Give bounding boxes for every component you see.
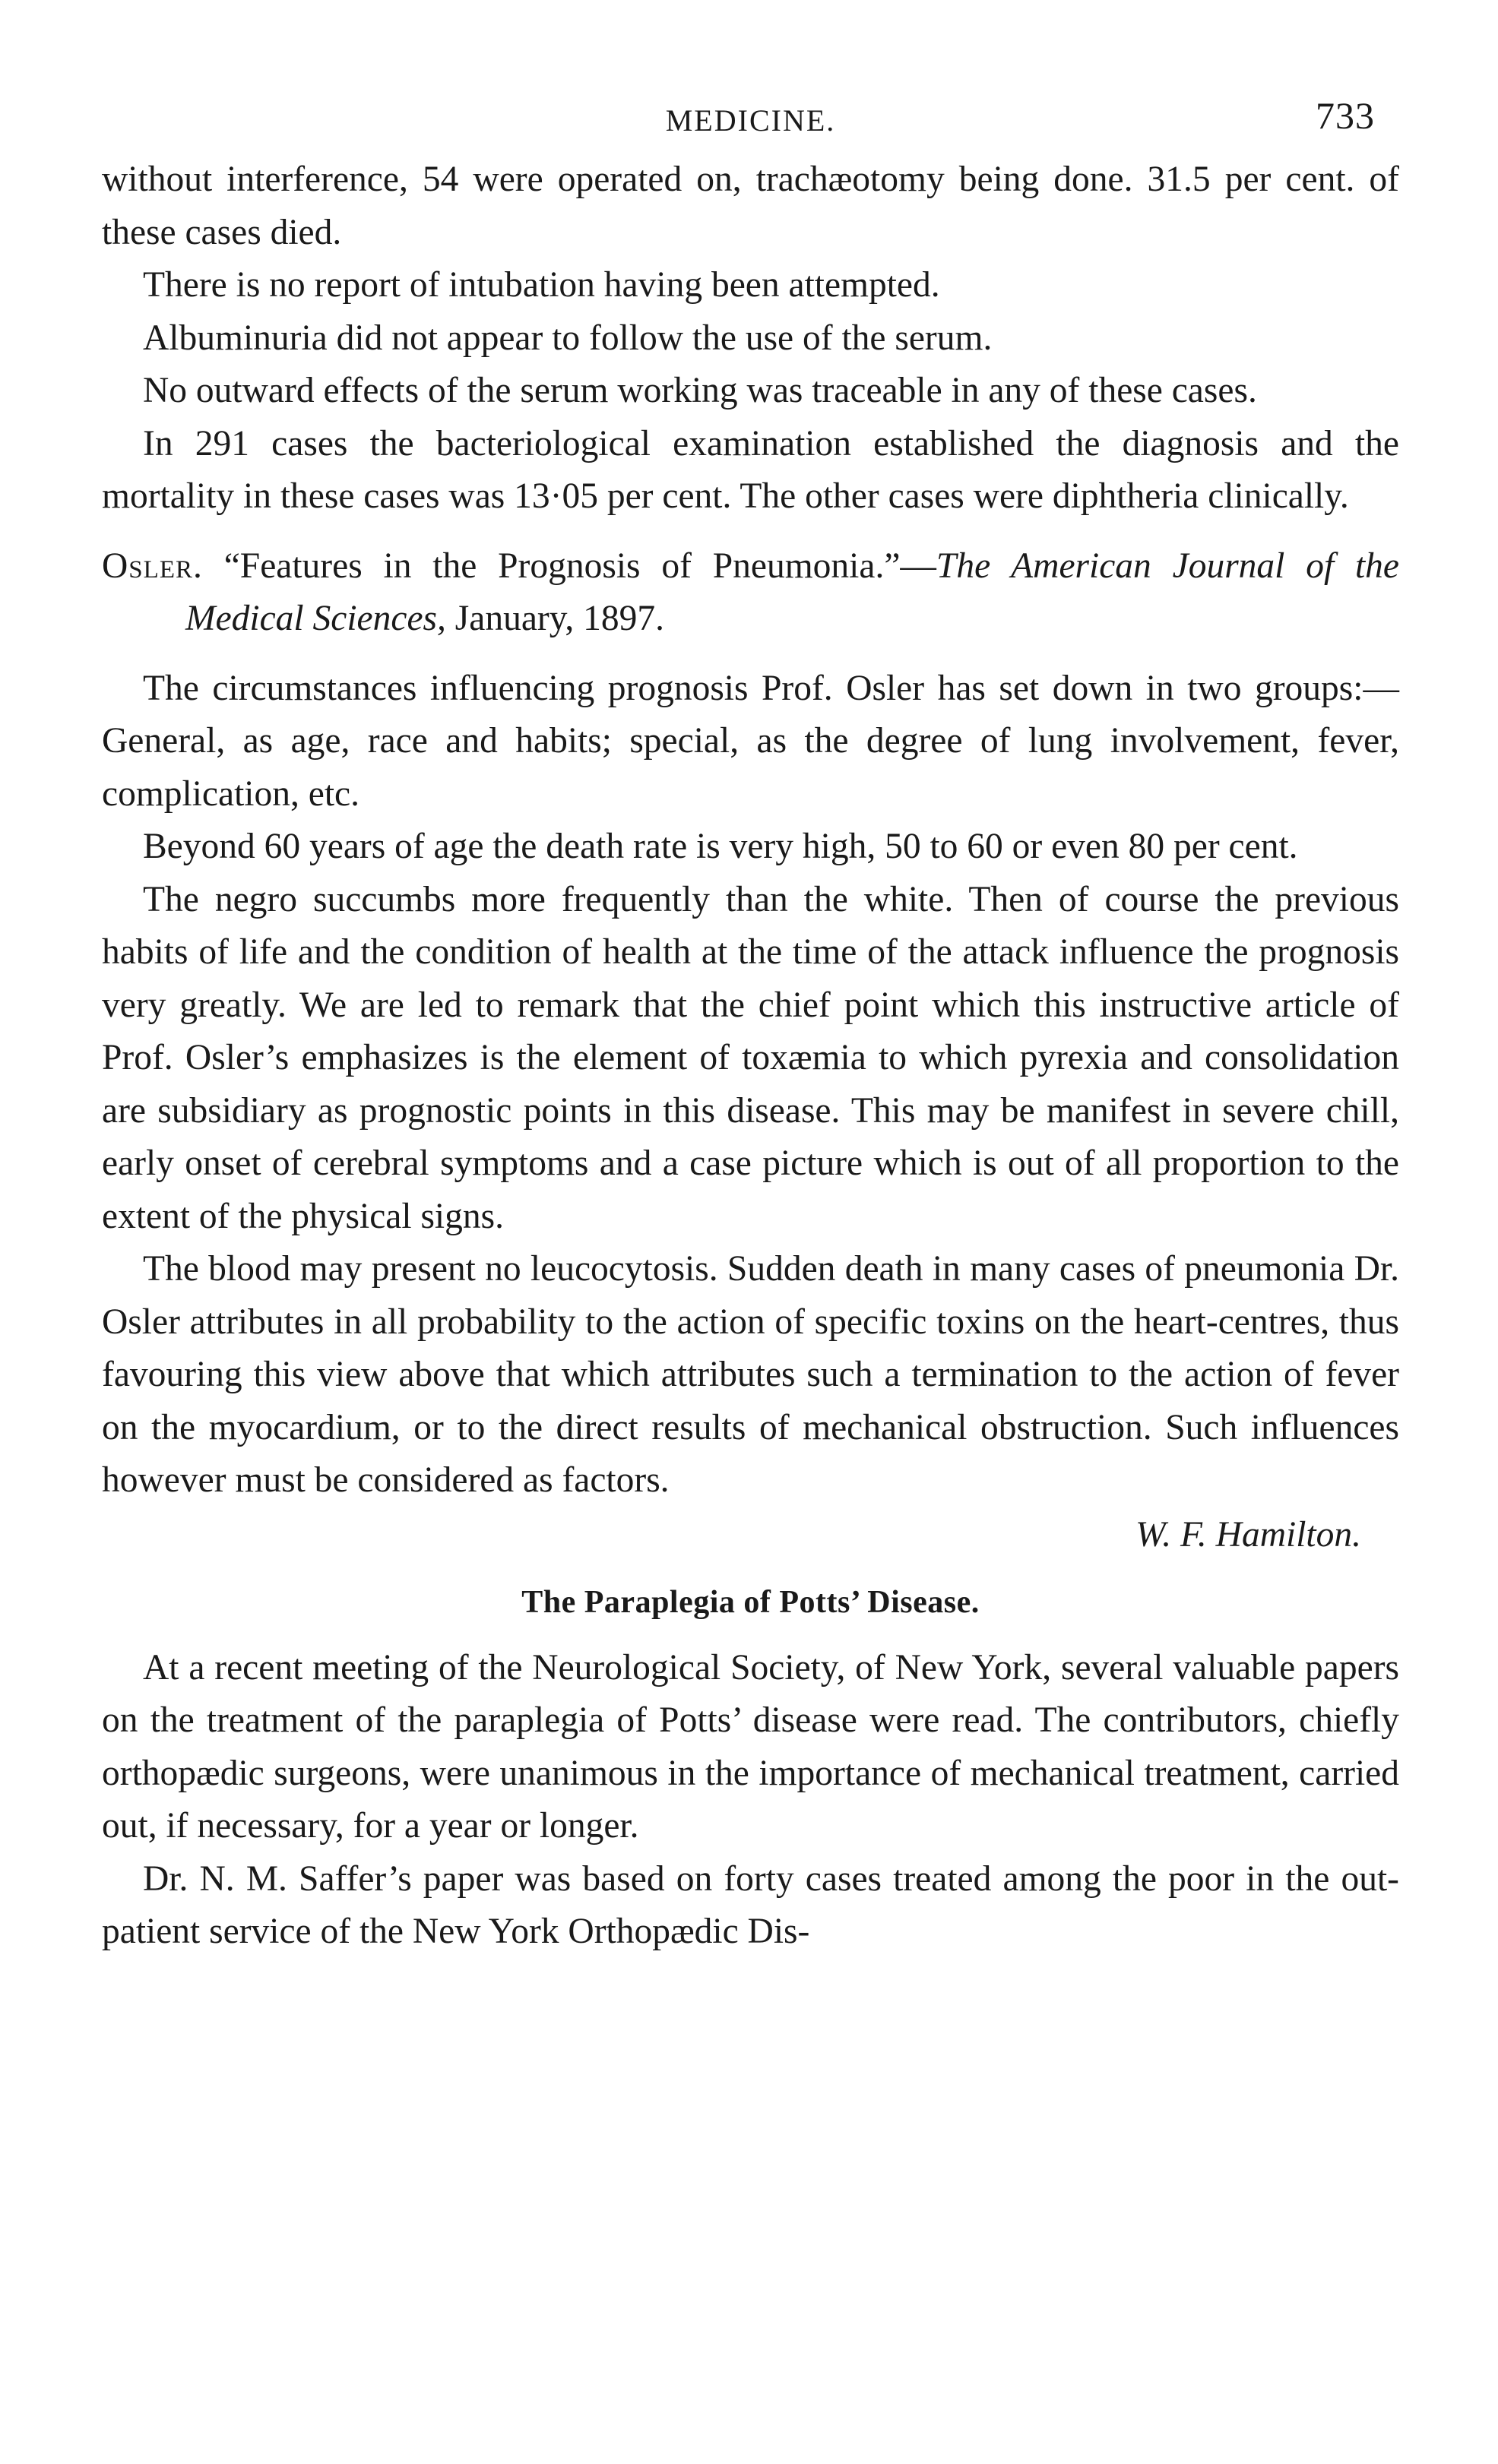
reference-author: Osler. [102, 546, 203, 586]
paragraph: Dr. N. M. Saffer’s paper was based on forty cases treated among the poor in the out-patient service of the New York Orthopædic Dis- [102, 1858, 1399, 1951]
paragraph: The circumstances influencing prognosis Prof. Osler has set down in two groups:—General, as age, race and habits; special, as the degree of lung involvement, fever, complication, etc. [102, 668, 1399, 814]
paragraph: Beyond 60 years of age the death rate is very high, 50 to 60 or even 80 per cent. [143, 827, 1298, 866]
paragraph: Albuminuria did not appear to follow the use of the serum. [143, 318, 993, 358]
author-signature: W. F. Hamilton. [1135, 1514, 1361, 1555]
paragraph: There is no report of intubation having been attempted. [143, 265, 940, 305]
section-diphtheria-report [102, 153, 1399, 523]
running-title: MEDICINE. [665, 103, 836, 138]
reference-dash: — [900, 546, 936, 586]
reference-date: January, 1897. [445, 599, 665, 638]
section-pneumonia-prognosis [102, 663, 1399, 1562]
section-heading: The Paraplegia of Potts’ Disease. [521, 1585, 980, 1620]
reference-journal: The American Journal of the Medical Sciences, [185, 546, 1399, 638]
page-number: 733 [1316, 94, 1375, 137]
paragraph: No outward effects of the serum working was traceable in any of these cases. [143, 371, 1257, 410]
paragraph: without interference, 54 were operated on, trachæotomy being done. 31.5 per cent. of these cases died. [102, 160, 1399, 252]
paragraph: The negro succumbs more frequently than the white. Then of course the previous habits of life and the condition of health at the time of the attack influence the prognosis very greatly. We are led to remark that the chief point which this instructive article of Prof. Osler’s emphasizes is the element of toxæmia to which pyrexia and consolidation are subsidiary as prognostic points in this disease. This may be manifest in severe chill, early onset of cerebral symptoms and a case picture which is out of all proportion to the extent of the physical signs. [102, 879, 1399, 1236]
reference-title: “Features in the Prognosis of Pneumonia.” [223, 546, 901, 586]
paragraph: At a recent meeting of the Neurological Society, of New York, several valuable papers on the treatment of the paraplegia of Potts’ disease were read. The contributors, chiefly orthopædic surgeons, were unanimous in the importance of mechanical treatment, carried out, if necessary, for a year or longer. [102, 1647, 1399, 1846]
running-head [102, 90, 1399, 150]
paragraph: The blood may present no leucocytosis. Sudden death in many cases of pneumonia Dr. Osler attributes in all probability to the action of specific toxins on the heart-centres, thus favouring this view above that which attributes such a termination to the action of fever on the myocardium, or to the direct results of mechanical obstruction. Such influences however must be considered as factors. [102, 1249, 1399, 1500]
bibliographic-reference [102, 540, 1399, 646]
paragraph: In 291 cases the bacteriological examination established the diagnosis and the mortality in these cases was 13·05 per cent. The other cases were diphtheria clinically. [102, 423, 1399, 516]
section-potts-disease [102, 1577, 1399, 1959]
